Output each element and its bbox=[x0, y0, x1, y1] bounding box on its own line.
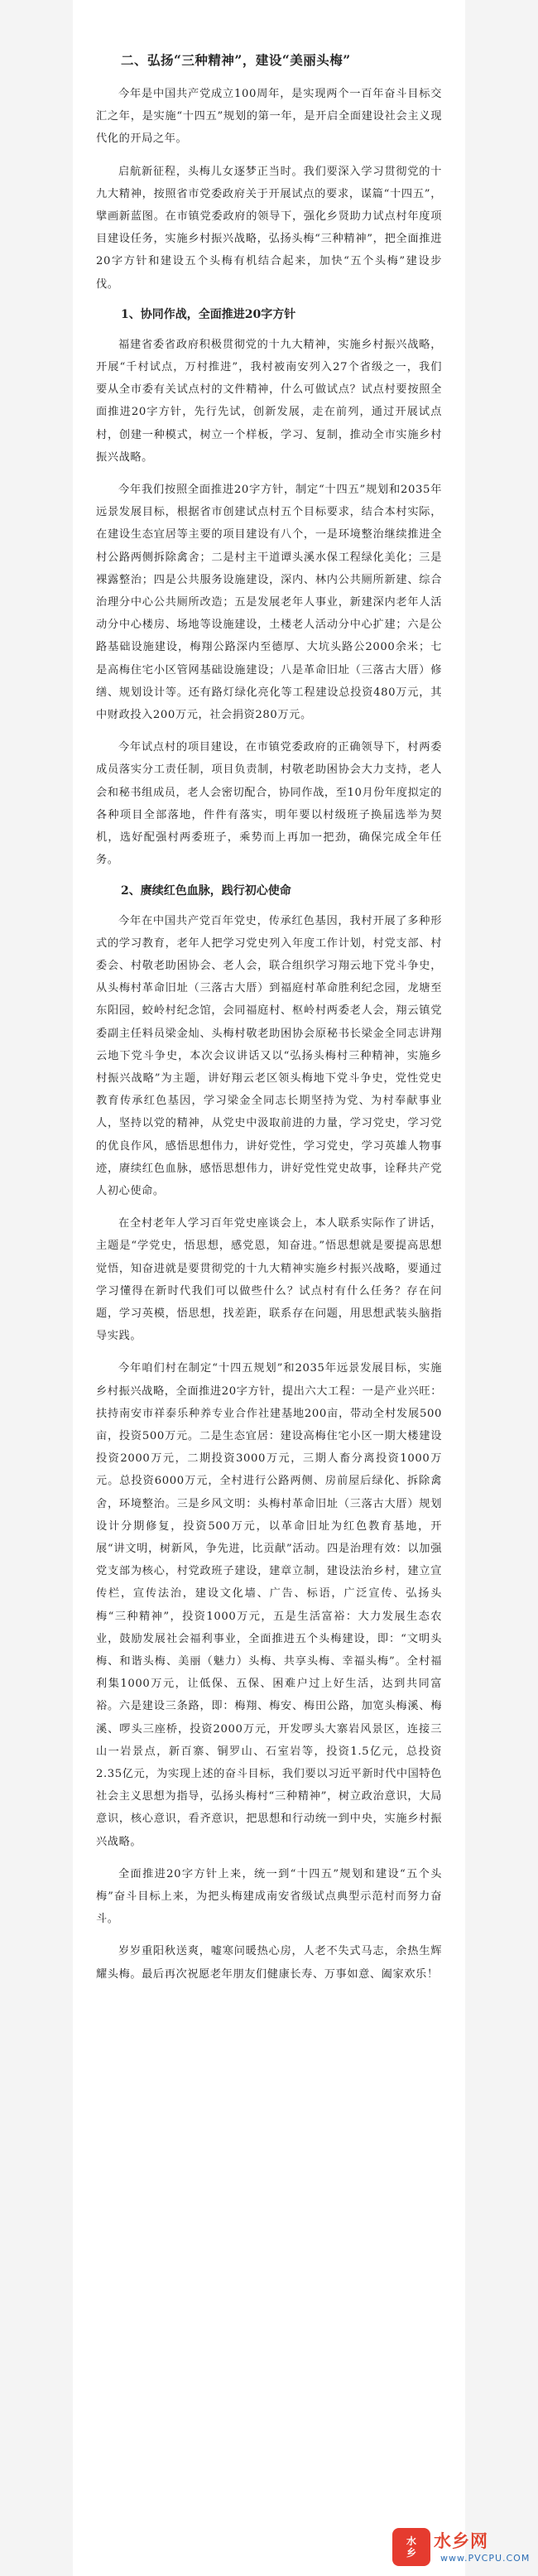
subsection-1-paragraph-2: 今年我们按照全面推进20字方针，制定“十四五”规划和2035年远景发展目标，根据省市创建试点村五个目标要求，结合本村实际，在建设生态宜居等主要的项目建设有八个，一是环境整治继续推进全村公路两侧拆除禽舍；二是村主干道谭头溪水保工程绿化美化；三是裸露整治；四是公共服务设施建设，深内、林内公共厕所新建、综合治理分中心公共厕所改造；五是发展老年人事业，新建深内老年人活动分中心楼房、场地等设施建设，土楼老人活动分中心扩建；六是公路基础设施建设，梅翔公路深内至德厚、大坑头路公2000余米；七是高梅住宅小区管网基础设施建设；八是革命旧址（三落古大厝）修缮、规划设计等。还有路灯绿化亮化等工程建设总投资480万元，其中财政投入200万元，社会捐资280万元。 bbox=[96, 484, 442, 722]
watermark-site-name: 水乡网 bbox=[434, 2531, 488, 2551]
closing-paragraph: 岁岁重阳秋送爽，嘘寒问暖热心房，人老不失式马志，余热生辉耀头梅。最后再次祝愿老年朋友们健康长寿、万事如意、阖家欢乐！ bbox=[96, 1945, 442, 1981]
intro-paragraph-2: 启航新征程，头梅儿女逐梦正当时。我们要深入学习贯彻党的十九大精神，按照省市党委政府关于开展试点的要求，谋篇“十四五”，擘画新蓝图。在市镇党委政府的领导下，强化乡贤助力试点村年度项目建设任务，实施乡村振兴战略，弘扬头梅“三种精神”，把全面推进20字方针和建设五个头梅有机结合起来，加快“五个头梅”建设步伐。 bbox=[96, 165, 442, 291]
section-title: 二、弘扬“三种精神”，建设“美丽头梅” bbox=[121, 52, 351, 68]
subsection-2-paragraph-2: 在全村老年人学习百年党史座谈会上，本人联系实际作了讲话，主题是“学党史，悟思想，感党恩，知奋进。”悟思想就是要提高思想觉悟，知奋进就是要贯彻党的十九大精神实施乡村振兴战略，要通过学习懂得在新时代我们可以做些什么？试点村有什么任务？存在问题，学习英模，悟思想，找差距，联系存在问题，用思想武装头脑指导实践。 bbox=[96, 1217, 442, 1343]
subsection-1-paragraph-1: 福建省委省政府积极贯彻党的十九大精神，实施乡村振兴战略，开展“千村试点，万村推进”，我村被南安列入27个省级之一，我们要从全市委有关试点村的文件精神，什么可做试点？试点村要按照全面推进20字方针，先行先试，创新发展，走在前列，通过开展试点村，创建一种模式，树立一个样板，学习、复制，推动全市实施乡村振兴战略。 bbox=[96, 338, 442, 464]
intro-paragraph-1: 今年是中国共产党成立100周年，是实现两个一百年奋斗目标交汇之年，是实施“十四五”规划的第一年，是开启全面建设社会主义现代化的开局之年。 bbox=[96, 88, 442, 146]
watermark-badge-char-2: 乡 bbox=[406, 2547, 416, 2559]
watermark-site-url: www.PVCPU.COM bbox=[440, 2553, 531, 2564]
subsection-2-paragraph-4: 全面推进20字方针上来，统一到“十四五”规划和建设“五个头梅”奋斗目标上来，为把头梅建成南安省级试点典型示范村而努力奋斗。 bbox=[96, 1867, 442, 1926]
watermark-logo-icon bbox=[392, 2528, 430, 2566]
site-watermark bbox=[392, 2526, 533, 2569]
subsection-title-1: 1、协同作战，全面推进20字方针 bbox=[121, 307, 296, 321]
subsection-1-paragraph-3: 今年试点村的项目建设，在市镇党委政府的正确领导下，村两委成员落实分工责任制，项目负责制，村敬老助困协会大力支持，老人会和秘书组成员，老人会密切配合，协同作战，至10月份年度拟定的各种项目全部落地，件件有落实，明年要以村级班子换届选举为契机，选好配强村两委班子，乘势而上再加一把劲，确保完成全年任务。 bbox=[96, 741, 442, 867]
article-page bbox=[73, 0, 465, 2576]
subsection-title-2: 2、赓续红色血脉，践行初心使命 bbox=[121, 884, 291, 898]
watermark-badge-char-1: 水 bbox=[406, 2535, 416, 2547]
subsection-2-paragraph-3: 今年咱们村在制定“十四五规划”和2035年远景发展目标，实施乡村振兴战略，全面推进20字方针，提出六大工程：一是产业兴旺：扶持南安市祥泰乐种养专业合作社建基地200亩，带动全村发展500亩，投资500万元。二是生态宜居：建设高梅住宅小区一期大楼建设投资2000万元，二期投资3000万元，三期人畜分离投资1000万元。总投资6000万元，全村进行公路两侧、房前屋后绿化、拆除禽舍，环境整治。三是乡风文明：头梅村革命旧址（三落古大厝）规划设计分期修复，投资500万元，以革命旧址为红色教育基地，开展“讲文明，树新风，争先进，比贡献”活动。四是治理有效：以加强党支部为核心，村党政班子建设，建章立制，建设法治乡村，建立宣传栏，宣传法治，建设文化墙、广告、标语，广泛宣传、弘扬头梅“三种精神”，投资1000万元，五是生活富裕：大力发展生态农业，鼓励发展社会福利事业，全面推进五个头梅建设，即：“文明头梅、和谐头梅、美丽（魅力）头梅、共享头梅、幸福头梅”。全村福利集1000万元，让低保、五保、困难户过上好生活，达到共同富裕。六是建设三条路，即：梅翔、梅安、梅田公路，加宽头梅溪、梅溪、啰头三座桥，投资2000万元，开发啰头大寨岩风景区，连接三山一岩景点，新百寨、铜罗山、石室岩等，投资1.5亿元，总投资2.35亿元，为实现上述的奋斗目标，我们要以习近平新时代中国特色社会主义思想为指导，弘扬头梅村“三种精神”，树立政治意识，大局意识，核心意识，看齐意识，把思想和行动统一到中央，实施乡村振兴战略。 bbox=[96, 1362, 442, 1848]
subsection-2-paragraph-1: 今年在中国共产党百年党史，传承红色基因，我村开展了多种形式的学习教育，老年人把学习党史列入年度工作计划，村党支部、村委会、村敬老助困协会、老人会，联合组织学习翔云地下党斗争史，从头梅村革命旧址（三落古大厝）到福庭村革命胜利纪念园，龙塘至东阳园，蛟岭村纪念馆，会同福庭村、枢岭村两委老人会，翔云镇党委副主任料员梁金灿、头梅村敬老助困协会原秘书长梁金全同志讲翔云地下党斗争史，本次会议讲话又以“弘扬头梅村三种精神，实施乡村振兴战略”为主题，讲好翔云老区领头梅地下党斗争史，党性党史教育传承红色基因，学习梁金全同志长期坚持为党、为村奉献事业人，坚持以党的精神，从党史中汲取前进的力量，学习党史，学习党的优良作风，感悟思想伟力，讲好党性，学习党史，学习英雄人物事迹，赓续红色血脉，感悟思想伟力，讲好党性党史故事，诠释共产党人初心使命。 bbox=[96, 914, 442, 1197]
